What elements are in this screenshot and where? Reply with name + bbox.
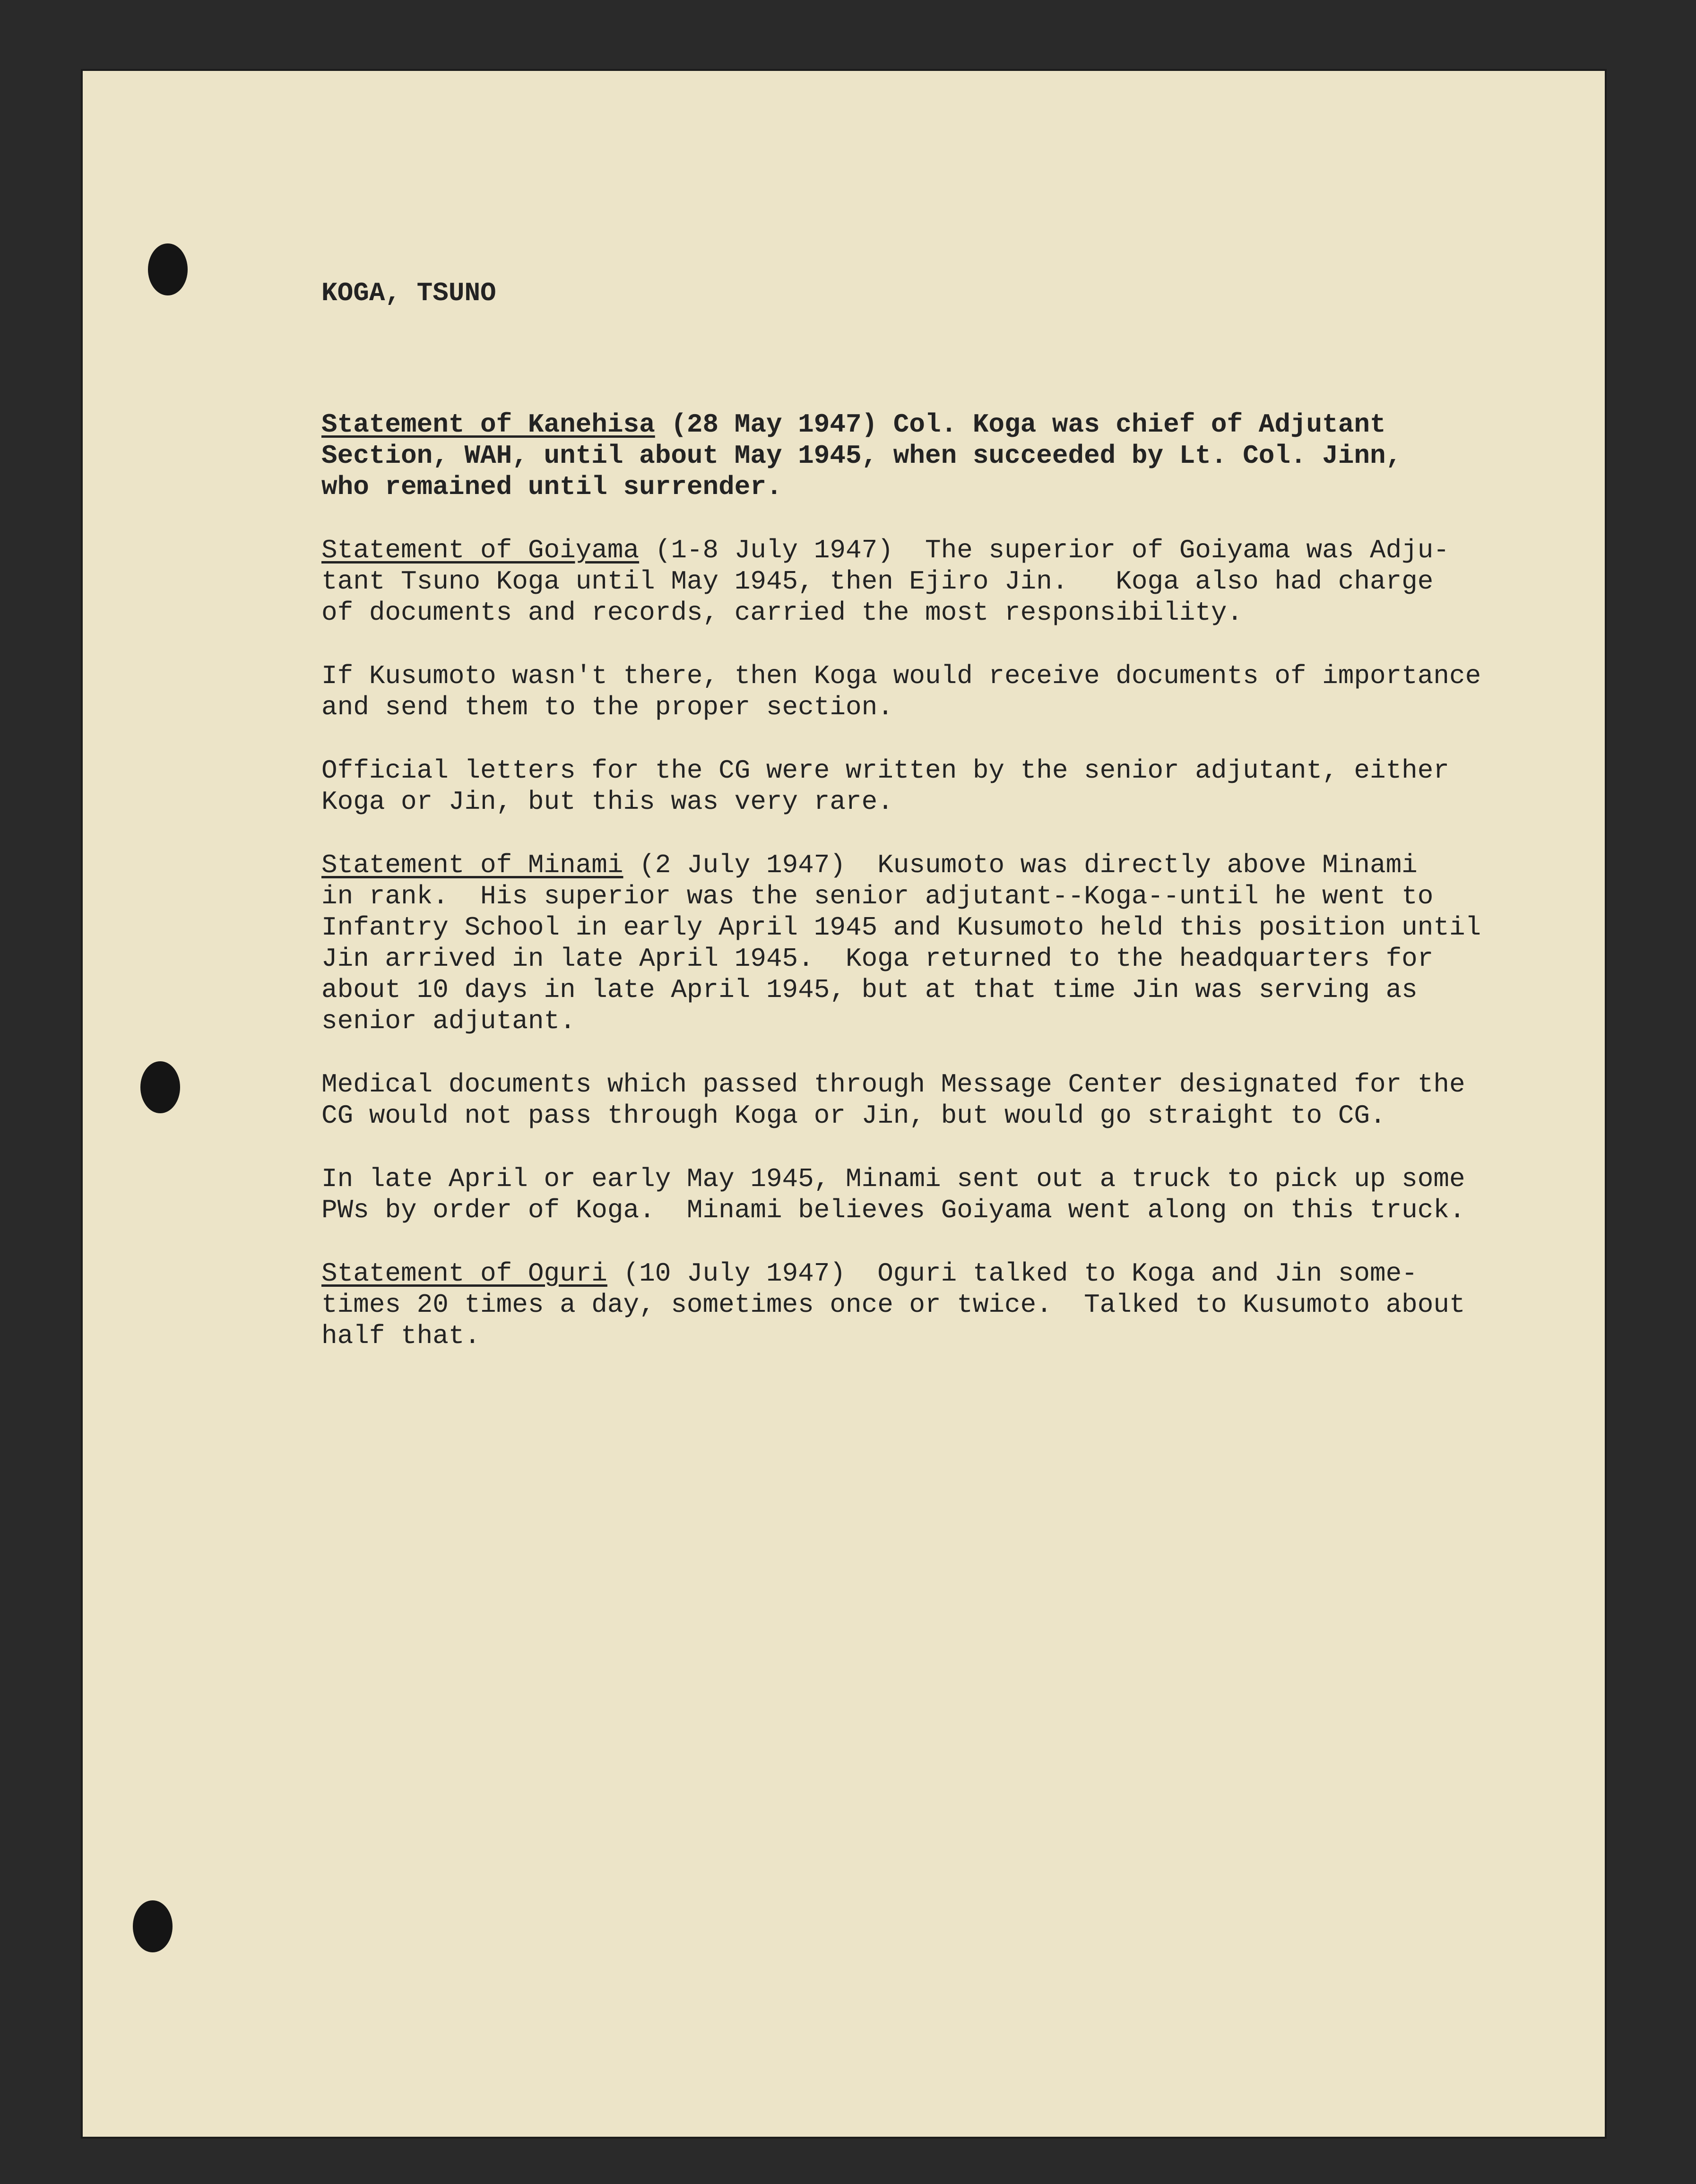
paragraph-line: and send them to the proper section.: [321, 692, 893, 722]
paragraph-line: Official letters for the CG were written by the senior adjutant, either: [321, 755, 1449, 786]
paragraph-line: [321, 1258, 1607, 1289]
paragraph-line: times 20 times a day, sometimes once or twice. Talked to Kusumoto about: [321, 1290, 1465, 1320]
paragraph-line: In late April or early May 1945, Minami sent out a truck to pick up some: [321, 1164, 1465, 1194]
paragraph: [321, 1069, 1607, 1131]
paragraph-line: [321, 849, 1607, 881]
paragraph-line: Section, WAH, until about May 1945, when succeeded by Lt. Col. Jinn,: [321, 441, 1402, 471]
statement-source: Statement of Goiyama: [321, 535, 640, 565]
paragraph-line: Jin arrived in late April 1945. Koga returned to the headquarters for: [321, 944, 1434, 974]
paragraph-line: [321, 535, 1607, 566]
paragraph-line: PWs by order of Koga. Minami believes Goiyama went along on this truck.: [321, 1195, 1465, 1225]
statement-source: Statement of Kanehisa: [321, 409, 655, 440]
paragraph-line: Infantry School in early April 1945 and Kusumoto held this position until: [321, 912, 1481, 943]
paragraph-line: tant Tsuno Koga until May 1945, then Ejiro Jin. Koga also had charge: [321, 566, 1434, 597]
paragraph: [321, 660, 1607, 723]
paragraph: [321, 1258, 1607, 1352]
line-text: (28 May 1947) Col. Koga was chief of Adjutant: [655, 409, 1386, 440]
paragraph: [321, 535, 1607, 628]
paragraph: [321, 409, 1607, 503]
punch-hole-bottom: [133, 1900, 173, 1952]
line-text: (1-8 July 1947) The superior of Goiyama was Adju-: [639, 535, 1449, 565]
statement-source: Statement of Minami: [321, 850, 623, 880]
paragraph-list: [321, 409, 1607, 1352]
paragraph-line: of documents and records, carried the most responsibility.: [321, 598, 1243, 628]
paragraph-line: half that.: [321, 1321, 481, 1351]
paragraph: [321, 755, 1607, 817]
paragraph-line: Koga or Jin, but this was very rare.: [321, 787, 893, 817]
paragraph: [321, 849, 1607, 1037]
paragraph-line: CG would not pass through Koga or Jin, but would go straight to CG.: [321, 1101, 1386, 1131]
paragraph-line: who remained until surrender.: [321, 472, 782, 502]
paragraph-line: [321, 409, 1607, 440]
paragraph-line: about 10 days in late April 1945, but at that time Jin was serving as: [321, 975, 1418, 1005]
document-text: [321, 215, 1607, 1415]
punch-hole-top: [148, 243, 188, 295]
paragraph: [321, 1163, 1607, 1226]
paragraph-line: If Kusumoto wasn't there, then Koga would receive documents of importance: [321, 661, 1481, 691]
punch-hole-middle: [140, 1061, 180, 1113]
paragraph-line: senior adjutant.: [321, 1006, 576, 1036]
paragraph-line: in rank. His superior was the senior adjutant--Koga--until he went to: [321, 881, 1434, 911]
line-text: (2 July 1947) Kusumoto was directly above Minami: [623, 850, 1418, 880]
paragraph-line: Medical documents which passed through Message Center designated for the: [321, 1069, 1465, 1100]
document-heading: KOGA, TSUNO: [321, 278, 496, 308]
line-text: (10 July 1947) Oguri talked to Koga and Jin some-: [607, 1258, 1418, 1289]
statement-source: Statement of Oguri: [321, 1258, 607, 1289]
